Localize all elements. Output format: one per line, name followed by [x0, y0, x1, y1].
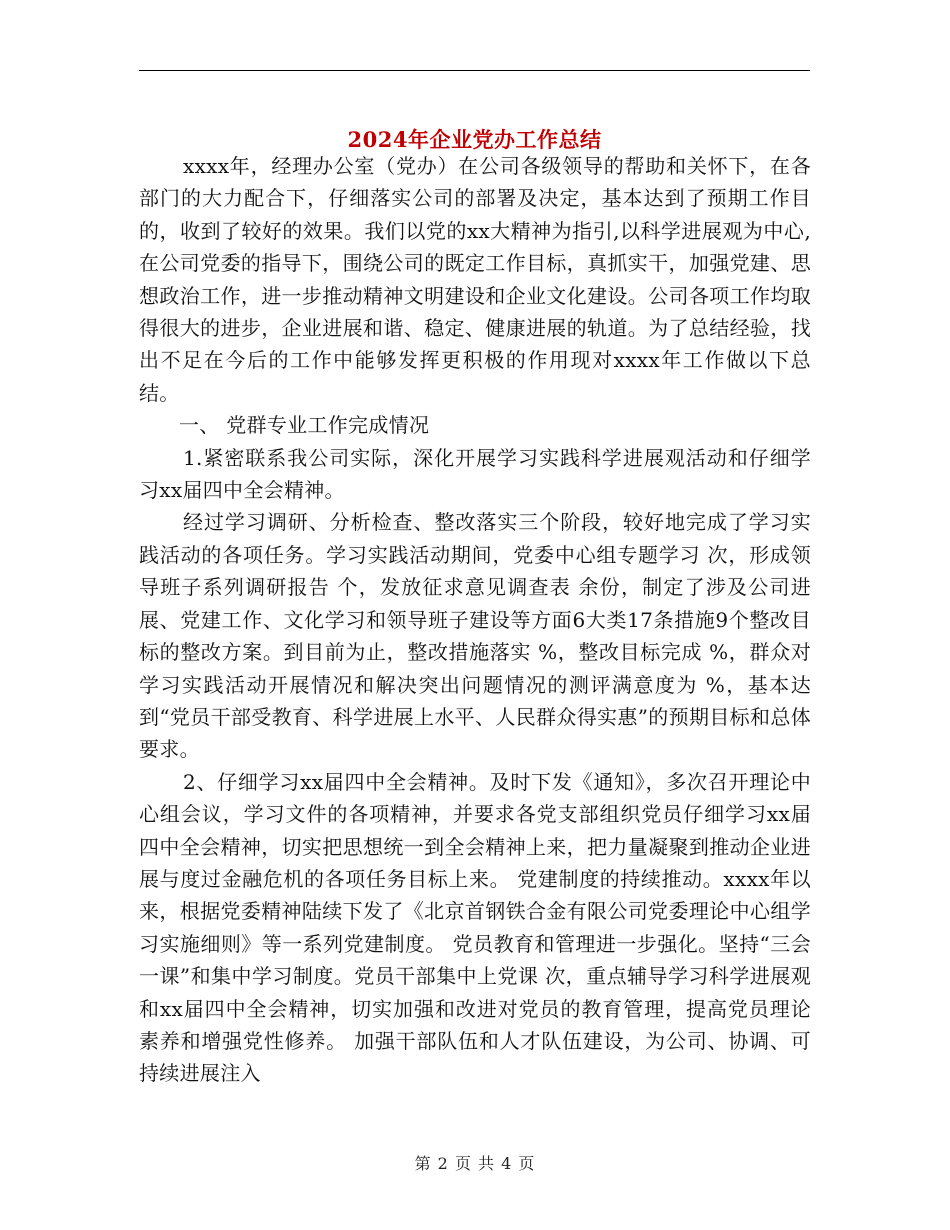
body-paragraph-2: 2、仔细学习xx届四中全会精神。及时下发《通知》，多次召开理论中心组会议，学习文件的各项精神，并要求各党支部组织党员仔细学习xx届四中全会精神，切实把思想统一到全会精神上来，把力量凝聚到推动企业进展与度过金融危机的各项任务目标上来。 党建制度的持续推动。xxxx年以来，根据党委精神陆续下发了《北京首钢铁合金有限公司党委理论中心组学习实施细则》等一系列党建制度。 党员教育和管理进一步强化。坚持“三会一课”和集中学习制度。党员干部集中上党课 次，重点辅导学习科学进展观和xx届四中全会精神，切实加强和改进对党员的教育管理，提高党员理论素养和增强党性修养。 加强干部队伍和人才队伍建设，为公司、协调、可持续进展注入: [139, 769, 811, 1086]
intro-paragraph: xxxx年，经理办公室（党办）在公司各级领导的帮助和关怀下，在各部门的大力配合下，仔细落实公司的部署及决定，基本达到了预期工作目的，收到了较好的效果。我们以党的xx大精神为指引,以科学进展观为中心,在公司党委的指导下，围绕公司的既定工作目标，真抓实干，加强党建、思想政治工作，进一步推动精神文明建设和企业文化建设。公司各项工作均取得很大的进步，企业进展和谐、稳定、健康进展的轨道。为了总结经验，找出不足在今后的工作中能够发挥更积极的作用现对xxxx年工作做以下总结。: [139, 154, 811, 405]
section-heading-1: 一、 党群专业工作完成情况: [179, 413, 430, 438]
document-body: [139, 150, 811, 1090]
subsection-heading-1: 1.紧密联系我公司实际，深化开展学习实践科学进展观活动和仔细学习xx届四中全会精神。: [139, 445, 811, 503]
document-title: 2024年企业党办工作总结: [347, 127, 602, 153]
page-number-footer: 第 2 页 共 4 页: [414, 1154, 536, 1173]
header-rule: [139, 70, 810, 71]
body-paragraph-1: 经过学习调研、分析检查、整改落实三个阶段，较好地完成了学习实践活动的各项任务。学习实践活动期间，党委中心组专题学习 次，形成领导班子系列调研报告 个，发放征求意见调查表 余份，制定了涉及公司进展、党建工作、文化学习和领导班子建设等方面6大类17条措施9个整改目标的整改方案。到目前为止，整改措施落实 %，整改目标完成 %，群众对学习实践活动开展情况和解决突出问题情况的测评满意度为 %，基本达到“党员干部受教育、科学进展上水平、人民群众得实惠”的预期目标和总体要求。: [139, 510, 811, 762]
